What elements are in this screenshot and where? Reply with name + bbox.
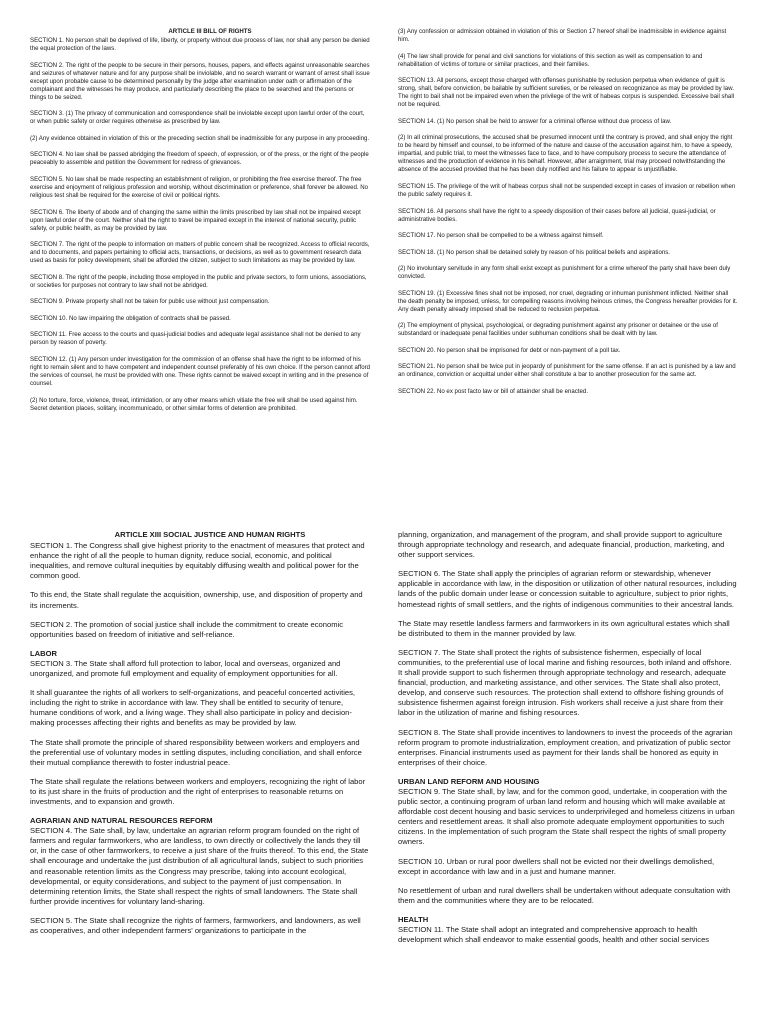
paragraph: SECTION 1. The Congress shall give highest priority to the enactment of measures that protect and enhance the right of all the people to human dignity, reduce social, economic, and political inequalities, and remove cultural inequities by equitably diffusing wealth and political power for the common good. bbox=[30, 541, 365, 581]
paragraph: SECTION 9. Private property shall not be taken for public use without just compensation. bbox=[30, 298, 270, 306]
paragraph: SECTION 18. (1) No person shall be detained solely by reason of his political beliefs and aspirations. bbox=[398, 248, 670, 256]
paragraph: The State shall regulate the relations between workers and employers, recognizing the right of labor to its just share in the fruits of production and the right of enterprises to reasonable returns on investments, and to expansion and growth. bbox=[30, 776, 366, 806]
paragraph: SECTION 22. No ex post facto law or bill of attainder shall be enacted. bbox=[398, 387, 589, 395]
paragraph: SECTION 2. The promotion of social justice shall include the commitment to create economic opportunities based on freedom of initiative and self-reliance. bbox=[30, 619, 344, 639]
paragraph: SECTION 3. (1) The privacy of communication and correspondence shall be inviolable except upon lawful order of the court, or when public safety or order requires otherwise as prescribed by law. bbox=[30, 110, 365, 126]
article-xiii-right-column bbox=[398, 530, 738, 1000]
paragraph: SECTION 4. The Sate shall, by law, undertake an agrarian reform program founded on the right of farmers and regular farmworkers, who are landless, to own directly or collectively the lands they till or, in the case of other farmworkers, to receive a just share of the fruits thereof. To this end, the State shall encourage and undertake the just distribution of all agricultural lands, subject to such priorities and reasonable retention limits as the Congress may prescribe, taking into account ecological, developmental, or equity considerations, and subject to the payment of just compensation. In determining retention limits, the State shall respect the rights of small landowners. The State shall further provide incentives for voluntary land-sharing. bbox=[30, 826, 369, 906]
article-iii-left-column bbox=[30, 28, 370, 468]
paragraph: SECTION 1. No person shall be deprived of life, liberty, or property without due process of law, nor shall any person be denied the equal protection of the laws. bbox=[30, 37, 370, 53]
paragraph: (4) The law shall provide for penal and civil sanctions for violations of this section as well as compensation to and rehabilitation of victims of torture or similar practices, and their families. bbox=[398, 52, 703, 68]
paragraph: SECTION 6. The State shall apply the principles of agrarian reform or stewardship, whenever applicable in accordance with law, in the disposition or utilization of other natural resources, including lands of the public domain under lease or concession suitable to agriculture, subject to prior rights, homestead rights of small settlers, and the rights of indigenous communities to their ancestral lands. bbox=[398, 569, 737, 609]
paragraph: SECTION 8. The right of the people, including those employed in the public and private sectors, to form unions, associations, or societies for purposes not contrary to law shall not be abridged. bbox=[30, 273, 367, 289]
paragraph: SECTION 8. The State shall provide incentives to landowners to invest the proceeds of the agrarian reform program to promote industrialization, employment creation, and privatization of public sector enterprises. Financial instruments used as payment for their lands shall be honored as equity in enterprises of their choice. bbox=[398, 727, 733, 767]
section-heading-health: HEALTH bbox=[398, 914, 429, 924]
paragraph: To this end, the State shall regulate the acquisition, ownership, use, and disposition of property and its increments. bbox=[30, 590, 363, 610]
article-iii-right-column bbox=[398, 28, 738, 468]
paragraph: planning, organization, and management of the program, and shall provide support to agriculture through appropriate technology and research, and adequate financial, production, marketing, and other support services. bbox=[398, 530, 725, 560]
section-heading-agrarian: AGRARIAN AND NATURAL RESOURCES REFORM bbox=[30, 816, 213, 826]
paragraph: (3) Any confession or admission obtained in violation of this or Section 17 hereof shall be inadmissible in evidence against him. bbox=[398, 28, 727, 44]
paragraph: SECTION 5. No law shall be made respecting an establishment of religion, or prohibiting the free exercise thereof. The free exercise and enjoyment of religious profession and worship, without discrimination or preference, shall forever be allowed. No religious test shall be required for the exercise of civil or political rights. bbox=[30, 175, 369, 199]
paragraph: (2) No torture, force, violence, threat, intimidation, or any other means which vitiate the free will shall be used against him. Secret detention places, solitary, incommunicado, or other similar forms of detention are prohibited. bbox=[30, 396, 358, 412]
article-xiii-left-column bbox=[30, 530, 370, 1000]
paragraph: SECTION 5. The State shall recognize the rights of farmers, farmworkers, and landowners, as well as cooperatives, and other independent farmers' organizations to participate in the bbox=[30, 915, 361, 935]
paragraph: It shall guarantee the rights of all workers to self-organizations, and peaceful concerted activities, including the right to strike in accordance with law. They shall be entitled to security of tenure, humane conditions of work, and a living wage. They shall also participate in policy and decision-making processes affecting their rights and benefits as may be provided by law. bbox=[30, 688, 356, 728]
paragraph: (2) Any evidence obtained in violation of this or the preceding section shall be inadmissible for any purpose in any proceeding. bbox=[30, 134, 370, 142]
paragraph: The State may resettle landless farmers and farmworkers in its own agricultural estates which shall be distributed to them in the manner provided by law. bbox=[398, 618, 730, 638]
paragraph: SECTION 17. No person shall be compelled to be a witness against himself. bbox=[398, 232, 604, 240]
article-iii-title: ARTICLE III BILL OF RIGHTS bbox=[168, 28, 252, 35]
paragraph: SECTION 10. Urban or rural poor dwellers shall not be evicted nor their dwellings demolished, except in accordance with law and in a just and humane manner. bbox=[398, 856, 715, 876]
paragraph: (2) In all criminal prosecutions, the accused shall be presumed innocent until the contrary is proved, and shall enjoy the right to be heard by himself and counsel, to be informed of the nature and cause of the accusation against him, to have a speedy, impartial, and public trial, to meet the witnesses face to face, and to have compulsory process to secure the attendance of witnesses and the production of evidence in his behalf. However, after arraignment, trial may proceed notwithstanding the absence of the accused provided that he has been duly notified and his failure to appear is unjustifiable. bbox=[398, 134, 733, 174]
paragraph: SECTION 21. No person shall be twice put in jeopardy of punishment for the same offense. If an act is punished by a law and an ordinance, conviction or acquittal under either shall constitute a bar to another prosecution for the same act. bbox=[398, 363, 736, 379]
paragraph: (2) The employment of physical, psychological, or degrading punishment against any prisoner or detainee or the use of substandard or inadequate penal facilities under subhuman conditions shall be dealt with by law. bbox=[398, 322, 718, 338]
article-xiii-title: ARTICLE XIII SOCIAL JUSTICE AND HUMAN RIGHTS bbox=[114, 530, 306, 539]
paragraph: (2) No involuntary servitude in any form shall exist except as punishment for a crime whereof the party shall have been duly convicted. bbox=[398, 265, 731, 281]
paragraph: SECTION 11. Free access to the courts and quasi-judicial bodies and adequate legal assistance shall not be denied to any person by reason of poverty. bbox=[30, 331, 361, 347]
paragraph: The State shall promote the principle of shared responsibility between workers and employers and the preferential use of voluntary modes in settling disputes, including conciliation, and shall enforce their mutual compliance therewith to foster industrial peace. bbox=[30, 737, 362, 767]
paragraph: SECTION 12. (1) Any person under investigation for the commission of an offense shall have the right to be informed of his right to remain silent and to have competent and independent counsel preferably of his own choice. If the person cannot afford the services of counsel, he must be provided with one. These rights cannot be waived except in writing and in the presence of counsel. bbox=[30, 355, 370, 387]
paragraph: SECTION 4. No law shall be passed abridging the freedom of speech, of expression, or of the press, or the right of the people peaceably to assemble and petition the Government for redress of grievances. bbox=[30, 151, 369, 167]
paragraph: SECTION 15. The privilege of the writ of habeas corpus shall not be suspended except in cases of invasion or rebellion when the public safety requires it. bbox=[398, 182, 736, 198]
paragraph: SECTION 7. The State shall protect the rights of subsistence fishermen, especially of local communities, to the preferential use of local marine and fishing resources, both inland and offshore. It shall provide support to such fishermen through appropriate technology and research, adequate financial, production, and marketing assistance, and other services. The State shall also protect, develop, and conserve such resources. The protection shall extend to offshore fishing grounds of subsistence fishermen against foreign intrusion. Fish workers shall receive a just share from their labor in the utilization of marine and fishing resources. bbox=[398, 647, 732, 718]
paragraph: SECTION 13. All persons, except those charged with offenses punishable by reclusion perpetua when evidence of guilt is strong, shall, before conviction, be bailable by sufficient sureties, or be released on recognizance as may be provided by law. The right to bail shall not be impaired even when the privilege of the writ of habeas corpus is suspended. Excessive bail shall not be required. bbox=[398, 77, 735, 109]
paragraph: SECTION 14. (1) No person shall be held to answer for a criminal offense without due process of law. bbox=[398, 117, 672, 125]
paragraph: SECTION 11. The State shall adopt an integrated and comprehensive approach to health development which shall endeavor to make essential goods, health and other social services bbox=[398, 925, 710, 945]
paragraph: SECTION 6. The liberty of abode and of changing the same within the limits prescribed by law shall not be impaired except upon lawful order of the court. Neither shall the right to travel be impaired except in the interest of national security, public safety, or public health, as may be provided by law. bbox=[30, 208, 361, 232]
paragraph: SECTION 20. No person shall be imprisoned for debt or non-payment of a poll tax. bbox=[398, 346, 621, 354]
paragraph: SECTION 16. All persons shall have the right to a speedy disposition of their cases before all judicial, quasi-judicial, or administrative bodies. bbox=[398, 207, 716, 223]
section-heading-urban: URBAN LAND REFORM AND HOUSING bbox=[398, 776, 540, 786]
paragraph: SECTION 2. The right of the people to be secure in their persons, houses, papers, and effects against unreasonable searches and seizures of whatever nature and for any purpose shall be inviolable, and no search warrant or warrant of arrest shall issue except upon probable cause to be determined personally by the judge after examination under oath or affirmation of the complainant and the witnesses he may produce, and particularly describing the place to be searched and the persons or things to be seized. bbox=[30, 61, 370, 101]
article-iii-block bbox=[30, 28, 738, 468]
paragraph: SECTION 19. (1) Excessive fines shall not be imposed, nor cruel, degrading or inhuman punishment inflicted. Neither shall the death penalty be imposed, unless, for compelling reasons involving heinous crimes, the Congress hereafter provides for it. Any death penalty already imposed shall be reduced to reclusion perpetua. bbox=[398, 289, 738, 313]
paragraph: SECTION 3. The State shall afford full protection to labor, local and overseas, organized and unorganized, and promote full employment and equality of employment opportunities for all. bbox=[30, 658, 341, 679]
paragraph: SECTION 7. The right of the people to information on matters of public concern shall be recognized. Access to official records, and to documents, and papers pertaining to official acts, transactions, or decisions, as well as to government research data used as basis for policy development, shall be afforded the citizen, subject to such limitations as may be provided by law. bbox=[30, 241, 370, 265]
paragraph: SECTION 10. No law impairing the obligation of contracts shall be passed. bbox=[30, 314, 231, 322]
paragraph: SECTION 9. The State shall, by law, and for the common good, undertake, in cooperation with the public sector, a continuing program of urban land reform and housing which will make available at affordable cost decent housing and basic services to underprivileged and homeless citizens in urban centers and resettlement areas. It shall also promote adequate employment opportunities to such citizens. In the implementation of such program the State shall respect the rights of small property owners. bbox=[398, 786, 735, 847]
article-xiii-block bbox=[30, 530, 738, 1000]
section-heading-labor: LABOR bbox=[30, 648, 57, 658]
paragraph: No resettlement of urban and rural dwellers shall be undertaken without adequate consultation with them and the communities where they are to be relocated. bbox=[398, 885, 731, 905]
